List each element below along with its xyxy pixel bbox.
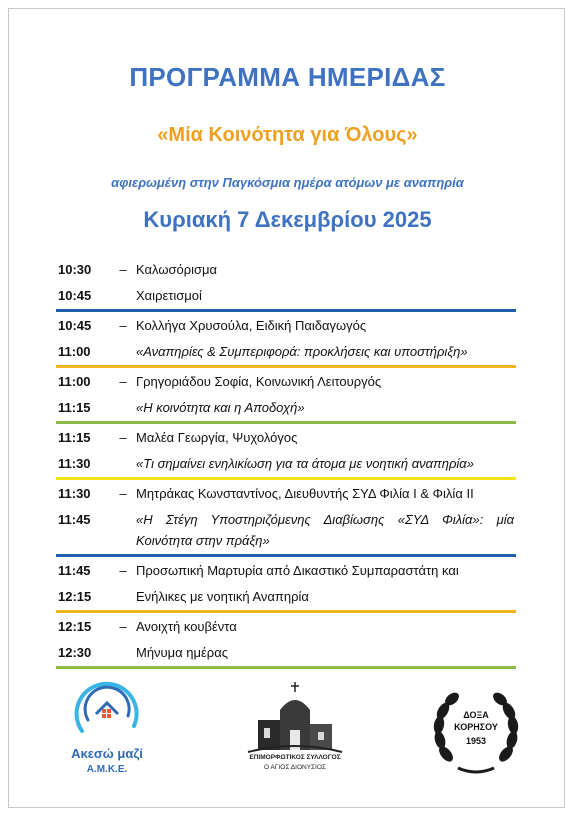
schedule-row [58,448,514,477]
session-text: Καλωσόρισμα [136,262,218,277]
time-label: 12:30 [58,645,92,660]
dash-separator: – [119,374,127,389]
time-label: 11:00 [58,344,91,359]
talk-title: «Η Στέγη Υποστηριζόμενης Διαβίωσης «ΣΥΔ Φιλία»: μία Κοινότητα στην πράξη» [136,512,514,548]
doxa-logo [428,684,524,780]
session-text: Γρηγοριάδου Σοφία, Κοινωνική Λειτουργός [136,374,382,389]
church-emblem-icon [240,680,350,756]
time-label: 10:45 [58,288,92,303]
akeso-logo [62,676,152,786]
session-text: Ανοιχτή κουβέντα [136,619,237,634]
schedule-row [58,312,514,336]
schedule-row [58,637,514,666]
dedication-line: αφιερωμένη στην Παγκόσμια ημέρα ατόμων με αναπηρία [111,175,464,190]
program-title: ΠΡΟΓΡΑΜΜΑ ΗΜΕΡΙΔΑΣ [129,62,446,92]
schedule-row [58,581,514,610]
dash-separator: – [119,262,127,277]
schedule-block [56,424,516,477]
talk-title: «Η κοινότητα και η Αποδοχή» [136,400,305,415]
schedule-row [58,256,514,280]
schedule-row [58,424,514,448]
akeso-name: Ακεσώ μαζί [71,746,143,761]
talk-title: «Αναπηρίες & Συμπεριφορά: προκλήσεις και υποστήριξη» [136,344,468,359]
schedule-row [58,557,514,581]
dash-separator: – [119,430,127,445]
doxa-line1: ΔΟΞΑ [463,710,489,720]
schedule-row [58,613,514,637]
schedule-block [56,480,516,554]
schedule-row [58,392,514,421]
schedule-row [58,480,514,504]
schedule-block [56,256,516,309]
talk-title: «Τι σημαίνει ενηλικίωση για τα άτομα με νοητική αναπηρία» [136,456,474,471]
session-text: Ενήλικες με νοητική Αναπηρία [136,589,309,604]
time-label: 10:45 [58,318,92,333]
akeso-sub: Α.Μ.Κ.Ε. [86,764,128,775]
schedule-row [58,336,514,365]
society-logo [240,680,350,780]
schedule [56,256,516,669]
time-label: 11:15 [58,400,91,415]
house-circle-icon [62,676,152,748]
event-subtitle: «Μία Κοινότητα για Όλους» [157,124,418,146]
laurel-wreath-icon [428,684,524,780]
doxa-line2: ΚΟΡΗΣΟΥ [454,722,498,732]
session-text: Προσωπική Μαρτυρία από Δικαστικό Συμπαραστάτη και [136,563,459,578]
schedule-block [56,613,516,666]
time-label: 11:00 [58,374,91,389]
time-label: 11:45 [58,512,91,527]
society-line2: Ο ΑΓΙΟΣ ΔΙΟΝΥΣΙΟΣ [264,764,326,771]
dash-separator: – [119,486,127,501]
schedule-block [56,368,516,421]
session-text: Κολλήγα Χρυσούλα, Ειδική Παιδαγωγός [136,318,367,333]
event-date: Κυριακή 7 Δεκεμβρίου 2025 [143,207,432,232]
time-label: 12:15 [58,589,92,604]
schedule-block [56,312,516,365]
session-text: Μαλέα Γεωργία, Ψυχολόγος [136,430,298,445]
session-text: Μήνυμα ημέρας [136,645,228,660]
society-line1: ΕΠΙΜΟΡΦΩΤΙΚΟΣ ΣΥΛΛΟΓΟΣ [249,754,341,761]
dash-separator: – [119,318,127,333]
schedule-block [56,557,516,610]
dash-separator: – [119,619,127,634]
section-divider [56,666,516,669]
schedule-row [58,504,514,554]
time-label: 12:15 [58,619,92,634]
time-label: 11:30 [58,486,91,501]
dash-separator: – [119,563,127,578]
time-label: 10:30 [58,262,92,277]
time-label: 11:45 [58,563,91,578]
doxa-line3: 1953 [465,736,487,746]
session-text: Χαιρετισμοί [136,288,202,303]
session-text: Μητράκας Κωνσταντίνος, Διευθυντής ΣΥΔ Φιλία Ι & Φιλία ΙΙ [136,486,474,501]
schedule-row [58,368,514,392]
logos-footer [0,676,575,796]
time-label: 11:30 [58,456,91,471]
time-label: 11:15 [58,430,91,445]
schedule-row [58,280,514,309]
